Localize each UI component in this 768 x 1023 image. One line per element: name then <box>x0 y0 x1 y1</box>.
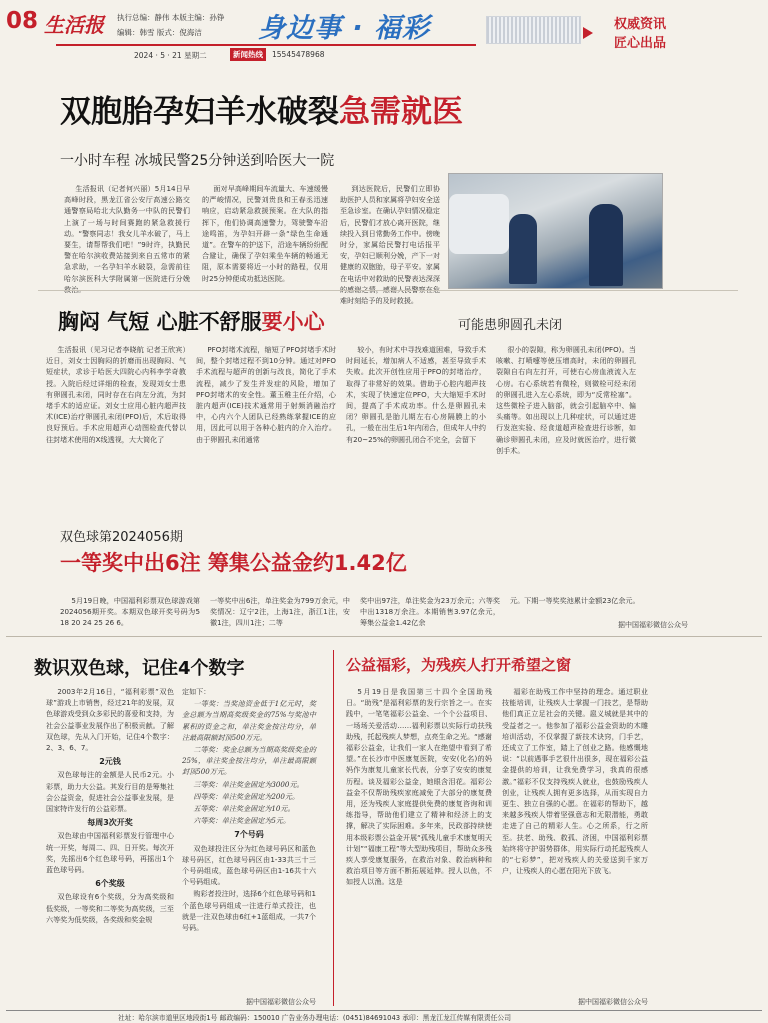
body-col-2: 一等奖中出6注，单注奖金为799万余元，中奖情况：辽宁2注，上海1注，浙江1注，安徽1注，四川1注；二等 <box>210 596 350 628</box>
body-col-2: PFO封堵术流程，缩短了PFO封堵手术时间，整个封堵过程不到10分钟。通过对PFO手术流程与超声的创新与改良，简化了手术流程，减少了发生并发症的风险，增加了PFO封堵术的安全性。董玉稚主任介绍，心脏内超声(ICE)技术通常用于射频消融治疗中，心内六个人团队已经熟练掌握ICE的应用，因此可以用于各种心脏内的介入治疗。由于卵圆孔未闭通常 <box>196 345 336 444</box>
masthead <box>0 0 768 62</box>
car-shape <box>449 194 509 254</box>
headline: 数识双色球，记住4个数字 <box>34 658 245 679</box>
column-divider <box>333 650 334 1006</box>
subhead: 一小时车程 冰城民警25分钟送到哈医大一院 <box>60 153 335 169</box>
paper-name-logo: 生活报 <box>44 13 104 37</box>
headline <box>58 306 325 336</box>
article-lottery-result <box>38 520 738 632</box>
barcode-graphic <box>486 16 581 44</box>
arrow-graphic <box>583 27 593 39</box>
subheading-7numbers: 7个号码 <box>234 830 264 840</box>
section-title: 身边事 · 福彩 <box>258 13 431 44</box>
headline-red: 要小心 <box>261 310 325 334</box>
headline-red: 急需就医 <box>339 94 463 130</box>
subheading-3draws: 每周3次开奖 <box>87 818 133 828</box>
article-double-color-ball <box>6 640 326 1008</box>
article-disability-charity <box>338 640 758 1008</box>
body-col-1: 生活报讯（记者何兴丽）5月14日早高峰时段，黑龙江省公安厅高速公路交通警察局哈北大队勤务一中队的民警们上演了一场与时间赛跑的紧急救援行动。“警察同志！我女儿羊水破了，马上要生，请帮帮我们吧！”9时许，执勤民警在哈尔滨收费站接到来自五常市的紧急求助，一名孕妇羊水破裂，急需前往哈尔滨医科大学附属第一医院进行分娩 <box>64 184 190 283</box>
body-col-1: 5月19日是我国第三十四个全国助残日。“助残”是福利彩票的发行宗旨之一。在实践中，一笔笔福彩公益金、一个个公益项目、一场场关爱活动……福利彩票以实际行动扶残助残，托起残疾人梦想，点亮生命之光。“感谢福彩公益金，让我们一家人在绝望中看到了希望。”在长沙市中医康复医院，安安(化名)的妈妈作为康复儿童家长代表，分享了安安的康复历程。谈及福彩公益金，她眼含泪花。福彩公益金不仅帮助残疾家庭减免了大部分的康复费用，还为残疾人家庭提供免费的康复咨询和训练指导，帮助他们建立了精神和经济上的支撑，解决了实际困难。多年来，民政部持续使用本级彩票公益金开展“孤残儿童手术康复明天计划”“福康工程”等大型助残项目，帮助众多残疾人享受康复服务，在救治对象、救治病种和救治项目等方面不断拓展延伸。授人以鱼，不如授人以渔。这是 <box>346 687 492 887</box>
body-col-3: 到达医院后，民警们立即协助医护人员和家属将孕妇安全送至急诊室。在确认孕妇情况稳定后，民警们才放心离开医院，继续投入到日常勤务工作中。傍晚时分，家属给民警打电话报平安，孕妇已顺利分娩，产下一对健康的双胞胎，母子平安。家属在电话中对救助的民警表达深深 难时刻给予的及时救援。 <box>340 184 440 306</box>
hotline-label: 新闻热线 <box>230 48 266 61</box>
kicker: 双色球第2024056期 <box>60 530 183 545</box>
headline: 公益福彩，为残疾人打开希望之窗 <box>346 656 572 674</box>
footer-rule <box>6 1010 762 1011</box>
hotline-number: 15545478968 <box>272 50 325 59</box>
body-col-2: 福彩在助残工作中坚持的理念。通过职业技能培训，让残疾人士掌握一门技艺，是帮助他们真正立足社会的关键。扈义城就是其中的受益者之一。他参加了福彩公益金资助的木雕培训活动，不仅掌握了新技术诀窍，门手艺，还成立了工作室，踏上了创业之路。他感慨地说：“以前遇事手艺很什出很多，现在福彩公益金提供的培训，让我免费学习，我真的很感激。”福彩不仅支持残疾人就业，也鼓励残疾人创业，让残疾人拥有更多选择，从而实现自力更生、独立自强的心愿。在福彩的帮助下，越来越多残疾人带着坚强意志和无限潜能，勇敢走进了自己的精彩人生。心之所系，行之所至。扶老、助残、救孤、济困，中国福利彩票始终将守护弱势群体，用实际行动托起残疾人的“七彩梦”，把对残疾人的关爱送到千家万户，让残疾人的心愿在阳光下放飞。 <box>502 687 648 876</box>
body-col-3: 较小，有时术中寻找难道困难，导致手术时间延长，增加病人不适感，甚至导致手术失败。此次开创性应用于PFO的封堵治疗，取得了非常好的效果。借助于心腔内超声技术，实现了快速定位PFO，大大缩短手术时间，提高了手术成功率。什么是卵圆孔未闭？卵圆孔是胎儿期左右心房隔膜上的小孔，一般在出生后1年内闭合，但成年人中约有20~25%的卵圆孔闭合不完全，会留下 <box>346 345 486 444</box>
body-col-3: 奖中出97注，单注奖金为23万余元；六等奖中出1318万余注。本期销售3.97亿余元，筹集公益金1.42亿余 <box>360 596 500 628</box>
date-line: 2024 · 5 · 21 星期二 <box>134 51 207 60</box>
article-twin-pregnancy <box>38 78 738 306</box>
body-col-2: 定如下： 一等奖：当奖池资金低于1亿元时，奖金总额为当期高奖级奖金的75%与奖池中累积的资金之和，单注奖金按注均分，单注最高限额封顶500万元。 二等奖：奖金总额为当期高奖级奖金的25%，单注奖金按注均分，单注最高限额封顶500万元。 三等奖：单注奖金固定为3000元。 四等奖：单注奖金固定为200元。 五等奖：单注奖金固定为10元。 六等奖：单注奖金固定为5元。 7个号码 双色球投注区分为红色球号码区和蓝色球号码区，红色球号码区由1-33共三十三个号码组成，蓝色球号码区由1-16共十六个号码组成。 购彩者投注时，选择6个红色球号码和1个蓝色球号码组成一注进行单式投注，也就是一注双色球由6红+1蓝组成，一共7个号码。 <box>182 687 316 933</box>
headline-black: 胸闷 气短 心脏不舒服 <box>58 310 262 334</box>
body-col-4: 很小的裂隙，称为卵圆孔未闭(PFO)。当咳嗽、打喷嚏等使压增高时，未闭的卵圆孔裂隙自右向左打开，可使右心房血液流入左心房。右心系统若有微栓，则微栓可经未闭的卵圆孔进入左心系统，即为“反常栓塞”。这些微栓子进入脑部，就会引起脑卒中、偏头痛等。如出现以上几种症状，可以通过进行发泡实验、经食道超声检查进行诊断，如确诊卵圆孔未闭，应及时就医治疗，进行微创手术。 <box>496 345 636 455</box>
subhead: 可能患卵圆孔未闭 <box>458 318 563 333</box>
headline <box>60 86 463 131</box>
page-number: 08 <box>6 8 39 34</box>
masthead-rule <box>56 44 476 46</box>
slogan-2: 匠心出品 <box>614 36 667 51</box>
footer-address: 社址：哈尔滨市道里区地段街1号 邮政编码：150010 广告业务办理电话：(0451)84691043 承印：黑龙江龙江传媒有限责任公司 <box>118 1014 512 1022</box>
headline: 一等奖中出6注 筹集公益金约1.42亿 <box>60 551 407 575</box>
section-divider <box>38 290 738 291</box>
police-figure-2 <box>589 204 623 286</box>
police-figure-1 <box>509 214 537 284</box>
staff-line-2: 编辑：韩雪 版式：倪海洁 <box>117 28 202 37</box>
staff-line-1: 执行总编：静伟 本版主编：孙铮 <box>117 13 225 22</box>
body-col-2: 面对早高峰期间车流量大、车速缓慢的严峻情况，民警刘贵良和王春丞迅速响应，启动紧急救援预案。在大队的指挥下，他们协调高速警力，驾驶警车沿途鸣笛，为孕妇开辟一条“绿色生命通道”。在警车的护送下，沿途车辆纷纷配合避让，确保了孕妇乘坐车辆的畅通无阻，原本需要将近一小时的路程，仅用时25分钟便成功抵达医院。 <box>202 184 328 283</box>
body-col-1: 2003年2月16日，“福利彩票”双色球”游戏上市销售，经过21年的发展，双色球游戏受到众多彩民的喜爱和支持，为社会公益事业发展作出了积极贡献。了解双色球，先从入门开始，记住4个数字：2、3、6、7。 2元钱 双色球每注的金额是人民币2元。小彩票，助力大公益。其发行目的是筹集社会公益资金，促进社会公益事业发展，是国家特许发行的公益彩票。 每周3次开奖 双色球由中国福利彩票发行管理中心统一开奖，每周二、四、日开奖。每次开奖，先摇出6个红色球号码，再摇出1个蓝色球号码。 6个奖级 双色球设有6个奖级，分为高奖级和低奖级，一等奖和二等奖为高奖级，三至六等奖为低奖级，各奖级和奖金规 <box>46 687 174 924</box>
headline-black: 双胞胎孕妇羊水破裂 <box>60 94 339 130</box>
news-photo-police <box>448 173 663 289</box>
article-heart-pfo <box>38 296 738 526</box>
subheading-6prizes: 6个奖级 <box>95 879 125 889</box>
subheading-2yuan: 2元钱 <box>99 757 121 767</box>
slogan-1: 权威资讯 <box>614 17 667 32</box>
source-credit: 据中国福彩微信公众号 <box>246 998 316 1006</box>
body-col-1: 5月19日晚，中国福利彩票双色球游戏第2024056期开奖。本期双色球开奖号码为5 18 20 24 25 26 6。 <box>60 596 200 628</box>
source-credit: 据中国福彩微信公众号 <box>578 998 648 1006</box>
body-col-4: 元。下期一等奖奖池累计金额23亿余元。 <box>510 596 640 605</box>
body-col-1: 生活报讯（见习记者李晓航 记者王欣宾）近日，刘女士因胸闷的折磨而出现胸闷、气短症状，求诊于哈医大四院心内科李学奇教授。入院后经过详细的检查，发现刘女士患有卵圆孔未闭，同时存在右向左分流，为封堵手术的适应证。刘女士应用心脏内超声技术(ICE)治疗卵圆孔未闭(PFO)后，术后取得良好预后。手术应用超声心动图检查代替以往封堵术使用的X线透视，大大简化了 <box>46 345 186 444</box>
source-credit: 据中国福彩微信公众号 <box>618 621 688 629</box>
section-divider-2 <box>6 636 762 637</box>
